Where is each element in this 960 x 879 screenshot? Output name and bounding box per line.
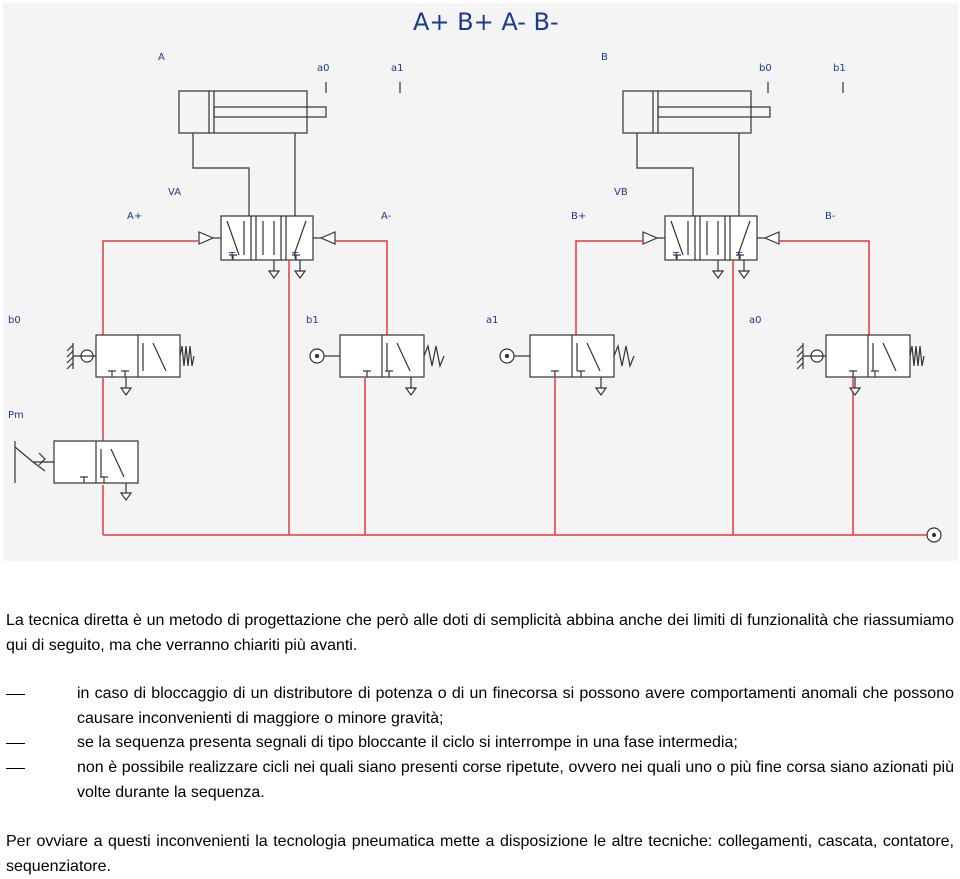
switch-b0-label: b0 [8,315,21,326]
sensor-a1-label: a1 [391,63,404,74]
power-lines-b [637,141,739,216]
svg-text:T: T [736,251,743,262]
closing-paragraph: Per ovviare a questi inconvenienti la tecnologia pneumatica mette a disposizione le altre tecniche: collegamenti, cascata, contatore, sequenziatore. [6,833,954,875]
cylinder-b-label: B [601,52,608,63]
sensor-b1-label: b1 [833,63,846,74]
sensor-a0-label: a0 [317,63,330,74]
svg-text:T: T [292,251,299,262]
sensor-b0-label: b0 [759,63,772,74]
cylinder-a-label: A [158,52,165,63]
list-item [38,731,954,756]
list-item-text: in caso di bloccaggio di un distributore di potenza o di un finecorsa si possono avere comportamenti anomali che possono causare inconvenienti di maggiore o minore gravità; [77,685,954,727]
valve-vb-label: VB [614,187,628,198]
list-item-text: se la sequenza presenta segnali di tipo bloccante il ciclo si interrompe in una fase intermedia; [77,734,738,751]
pilot-b-minus-label: B- [825,211,836,222]
air-supply-source [927,528,941,542]
limit-switch-a0 [797,335,924,395]
bullet-dash [6,743,25,744]
cylinder-b [623,91,770,141]
limit-switch-b1 [310,335,444,395]
limit-switch-a1 [500,335,634,395]
svg-text:T: T [229,251,236,262]
pneumatic-schematic [3,3,958,561]
switch-a1-label: a1 [486,315,499,326]
intro-paragraph: La tecnica diretta è un metodo di progettazione che però alle doti di semplicità abbina anche dei limiti di funzionalità che riassumiamo qui di seguito, ma che verranno chiariti più avanti. [6,612,954,654]
switch-a0-label: a0 [749,315,762,326]
valve-vb [643,216,779,278]
pilot-b-plus-label: B+ [571,211,587,222]
list-item-text: non è possibile realizzare cicli nei quali siano presenti corse ripetute, ovvero nei quali uno o più fine corsa siano azionati più volte durante la sequenza. [77,759,954,801]
pilot-a-minus-label: A- [381,211,392,222]
bullet-dash [6,768,25,769]
valve-va [199,216,335,278]
cylinder-a [179,91,326,141]
signal-lines [103,241,927,535]
valve-va-label: VA [168,187,182,198]
diagram-title: A+ B+ A- B- [413,8,559,36]
limit-switch-b0 [67,335,194,395]
bullet-dash [6,694,25,695]
switch-b1-label: b1 [306,315,319,326]
pilot-a-plus-label: A+ [127,211,143,222]
power-lines-a [193,141,295,216]
svg-text:T: T [673,251,680,262]
start-button-label: Pm [8,410,24,421]
start-button-pm [15,441,138,500]
list-item [38,756,954,805]
list-item [38,682,954,731]
